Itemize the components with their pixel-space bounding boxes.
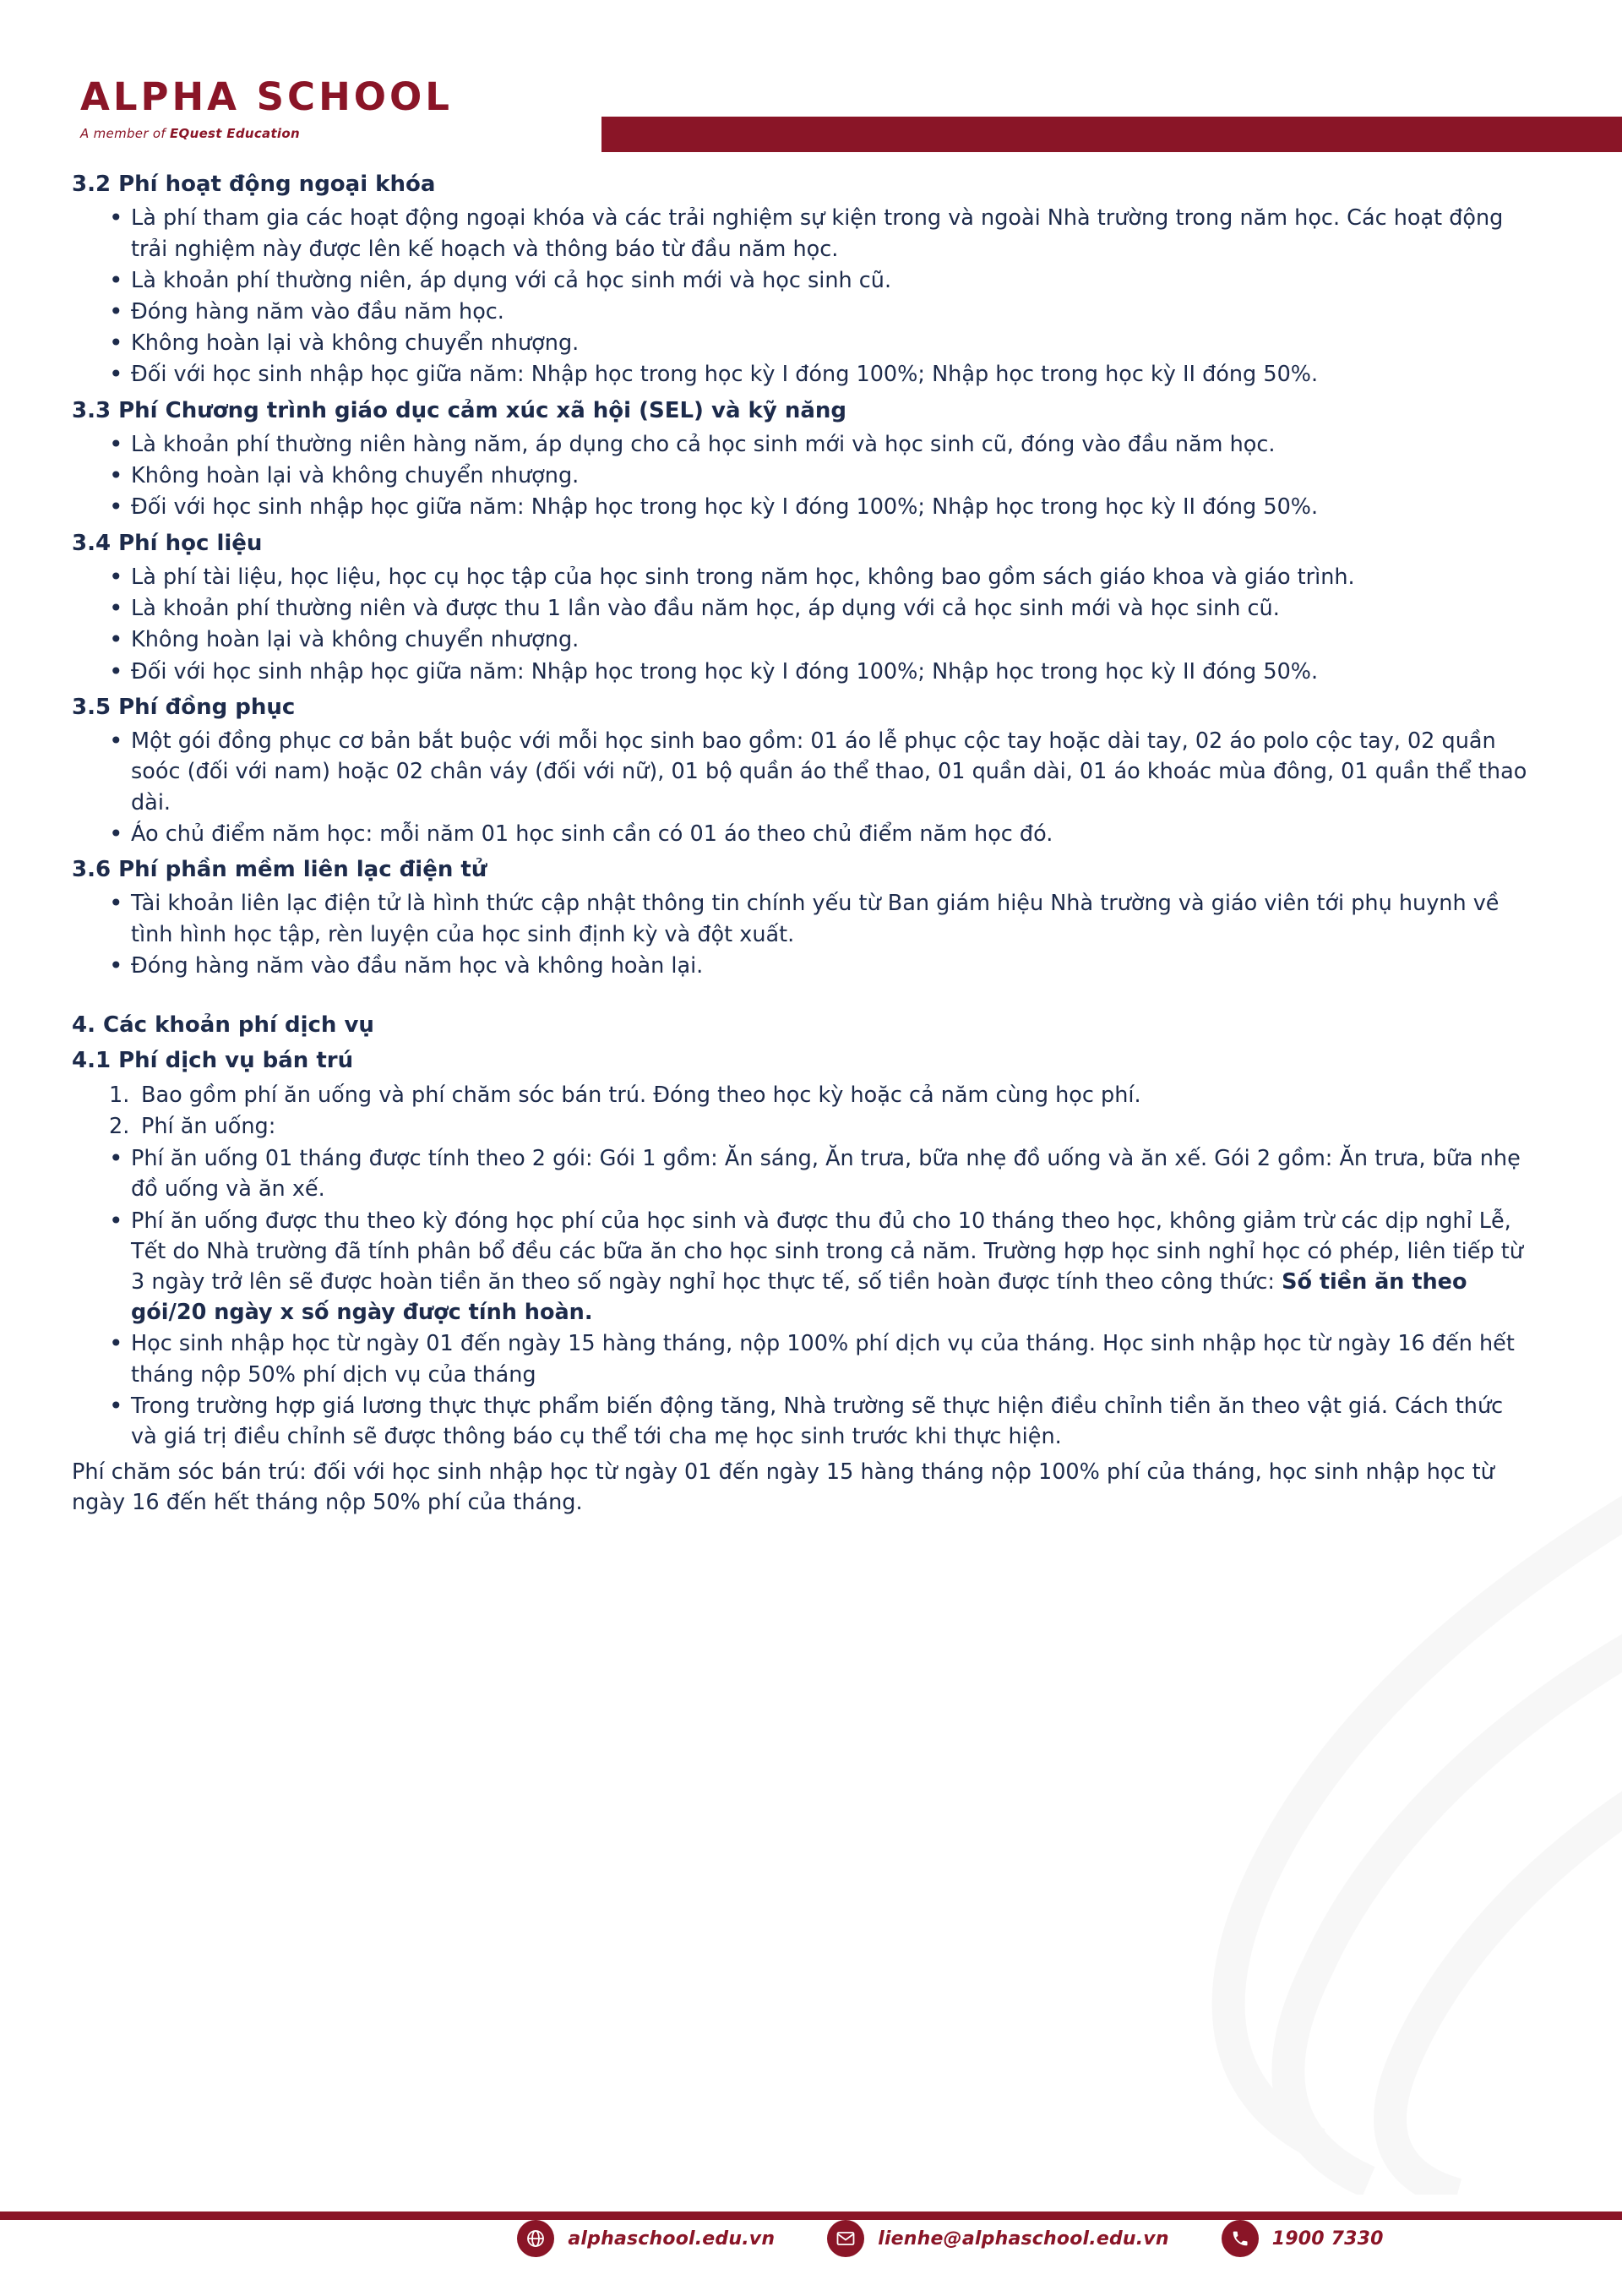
list-item: • Là phí tài liệu, học liệu, học cụ học tập của học sinh trong năm học, không bao gồm sách giáo khoa và giáo trình. [109,562,1533,592]
footer-phone[interactable] [1222,2220,1384,2257]
section-3-3-list [72,429,1533,523]
footer-accent-bar [0,2211,1622,2220]
section-heading-3-2: 3.2 Phí hoạt động ngoại khóa [72,172,436,197]
footer-website-text: alphaschool.edu.vn [568,2228,776,2250]
list-item: • Không hoàn lại và không chuyển nhượng. [109,624,1533,655]
section-heading-3-6: 3.6 Phí phần mềm liên lạc điện tử [72,857,487,883]
section-3-5-list [72,726,1533,849]
header-accent-bar [601,117,1622,152]
footer-website[interactable] [517,2220,775,2257]
section-3-6-list [72,888,1533,981]
section-4-1-numbered-list [72,1080,1533,1142]
list-item: • Phí ăn uống 01 tháng được tính theo 2 gói: Gói 1 gồm: Ăn sáng, Ăn trưa, bữa nhẹ đồ uống và ăn xế. Gói 2 gồm: Ăn trưa, bữa nhẹ đồ uống và ăn xế. [109,1143,1533,1204]
list-item: • Đóng hàng năm vào đầu năm học. [109,297,1533,327]
list-item: • Trong trường hợp giá lương thực thực phẩm biến động tăng, Nhà trường sẽ thực hiện điều chỉnh tiền ăn theo vật giá. Cách thức và giá trị điều chỉnh sẽ được thông báo cụ thể tới cha mẹ học sinh trước khi thực hiện. [109,1391,1533,1452]
list-item: Bao gồm phí ăn uống và phí chăm sóc bán trú. Đóng theo học kỳ hoặc cả năm cùng học phí. [141,1082,1141,1108]
page-header [0,0,1622,169]
swirl-watermark [963,1434,1622,2195]
globe-icon [517,2220,554,2257]
footer-email[interactable] [827,2220,1169,2257]
section-heading-4: 4. Các khoản phí dịch vụ [72,1012,374,1039]
logo-subtitle-brand: EQuest Education [170,126,300,141]
section-heading-4-1: 4.1 Phí dịch vụ bán trú [72,1048,354,1074]
page-footer [0,2196,1622,2296]
section-heading-3-3: 3.3 Phí Chương trình giáo dục cảm xúc xã hội (SEL) và kỹ năng [72,397,847,423]
logo [80,74,453,141]
section-4-1-list [72,1143,1533,1452]
list-item: • Đối với học sinh nhập học giữa năm: Nhập học trong học kỳ I đóng 100%; Nhập học trong học kỳ II đóng 50%. [109,492,1533,522]
envelope-icon [827,2220,864,2257]
list-item: • Đóng hàng năm vào đầu năm học và không hoàn lại. [109,951,1533,981]
phone-icon [1222,2220,1259,2257]
document-body [0,169,1622,1519]
list-item: Phí ăn uống: [141,1114,276,1139]
list-item [109,1206,1533,1328]
list-item: • Áo chủ điểm năm học: mỗi năm 01 học sinh cần có 01 áo theo chủ điểm năm học đó. [109,819,1533,849]
list-item: • Đối với học sinh nhập học giữa năm: Nhập học trong học kỳ I đóng 100%; Nhập học trong học kỳ II đóng 50%. [109,657,1533,687]
list-item: • Một gói đồng phục cơ bản bắt buộc với mỗi học sinh bao gồm: 01 áo lễ phục cộc tay hoặc dài tay, 02 áo polo cộc tay, 02 quần soóc (đối với nam) hoặc 02 chân váy (đối với nữ), 01 bộ quần áo thể thao, 01 quần dài, 01 áo khoác mùa đông, 01 quần thể thao dài. [109,726,1533,818]
list-item: • Là khoản phí thường niên hàng năm, áp dụng cho cả học sinh mới và học sinh cũ, đóng vào đầu năm học. [109,429,1533,460]
list-item: • Là phí tham gia các hoạt động ngoại khóa và các trải nghiệm sự kiện trong và ngoài Nhà trường trong năm học. Các hoạt động trải nghiệm này được lên kế hoạch và thông báo từ đầu năm học. [109,203,1533,264]
footer-email-text: lienhe@alphaschool.edu.vn [878,2228,1169,2250]
section-4-1-closing-paragraph: Phí chăm sóc bán trú: đối với học sinh nhập học từ ngày 01 đến ngày 15 hàng tháng nộp 100% phí của tháng, học sinh nhập học từ ngày 16 đến hết tháng nộp 50% phí của tháng. [72,1459,1494,1516]
section-3-4-list [72,562,1533,687]
list-item-text: Phí ăn uống được thu theo kỳ đóng học phí của học sinh và được thu đủ cho 10 tháng theo học, không giảm trừ các dịp nghỉ Lễ, Tết do Nhà trường đã tính phân bổ đều các bữa ăn cho học sinh trong cả năm. Trường hợp học sinh nghỉ học có phép, liên tiếp từ 3 ngày trở lên sẽ được hoàn tiền ăn theo số ngày nghỉ học thực tế, số tiền hoàn được tính theo công thức: [131,1208,1523,1295]
list-item-emphasis: Số tiền ăn theo gói/20 ngày x số ngày được tính hoàn. [131,1269,1467,1326]
logo-title: ALPHA SCHOOL [80,74,453,119]
logo-subtitle [80,126,453,141]
list-item: • Là khoản phí thường niên, áp dụng với cả học sinh mới và học sinh cũ. [109,265,1533,296]
section-3-2-list [72,203,1533,390]
list-item: • Không hoàn lại và không chuyển nhượng. [109,328,1533,358]
list-item: • Không hoàn lại và không chuyển nhượng. [109,461,1533,491]
list-item: • Tài khoản liên lạc điện tử là hình thức cập nhật thông tin chính yếu từ Ban giám hiệu Nhà trường và giáo viên tới phụ huynh về tình hình học tập, rèn luyện của học sinh định kỳ và đột xuất. [109,888,1533,949]
footer-phone-text: 1900 7330 [1271,2228,1384,2250]
logo-subtitle-prefix: A member of [80,126,170,141]
section-heading-3-5: 3.5 Phí đồng phục [72,694,296,720]
list-item: • Đối với học sinh nhập học giữa năm: Nhập học trong học kỳ I đóng 100%; Nhập học trong học kỳ II đóng 50%. [109,359,1533,390]
list-item: • Là khoản phí thường niên và được thu 1 lần vào đầu năm học, áp dụng với cả học sinh mới và học sinh cũ. [109,593,1533,624]
list-item: • Học sinh nhập học từ ngày 01 đến ngày 15 hàng tháng, nộp 100% phí dịch vụ của tháng. Học sinh nhập học từ ngày 16 đến hết tháng nộp 50% phí dịch vụ của tháng [109,1328,1533,1389]
section-heading-3-4: 3.4 Phí học liệu [72,530,263,556]
